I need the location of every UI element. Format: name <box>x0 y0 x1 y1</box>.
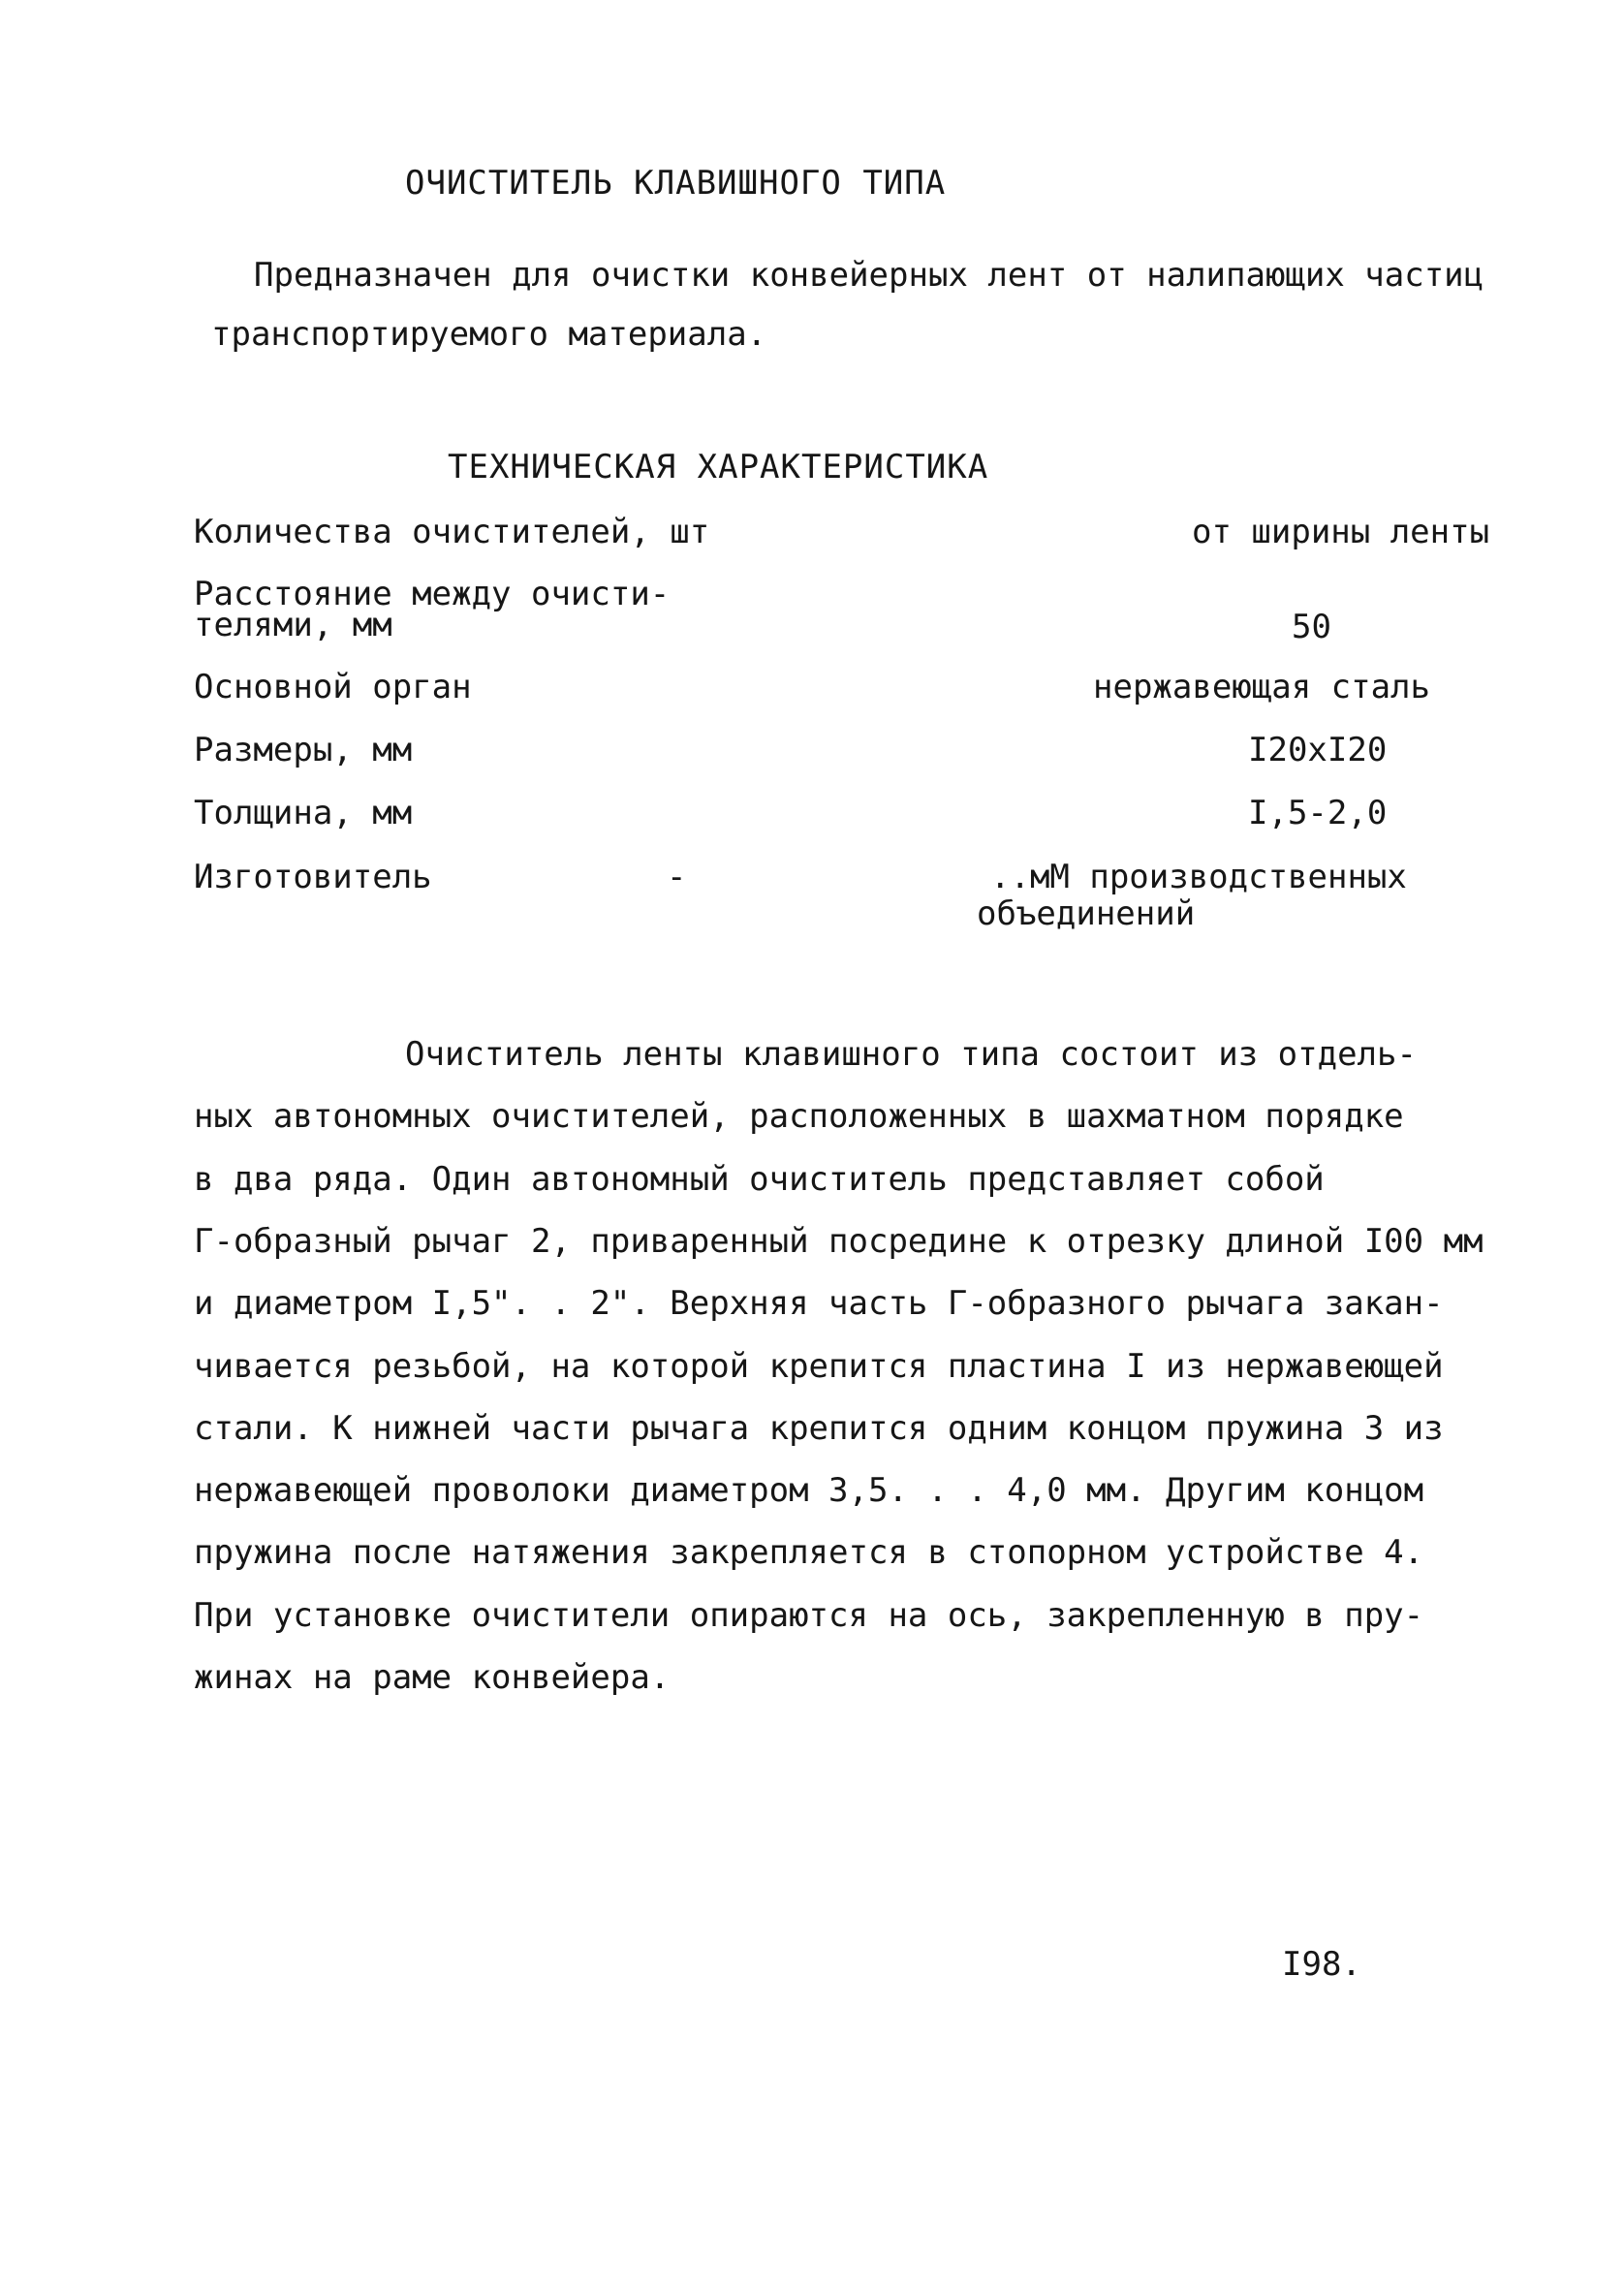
description-line: ных автономных очистителей, расположенных в шахматном порядке <box>194 1097 1404 1136</box>
spec-count-value: от ширины ленты <box>1192 513 1490 551</box>
spec-thickness-label: Толщина, мм <box>194 794 413 832</box>
description-line: Очиститель ленты клавишного типа состоит из отдель- <box>405 1035 1417 1074</box>
spec-distance-label-2: телями, мм <box>194 606 392 644</box>
spec-distance-value: 50 <box>1292 608 1331 646</box>
description-line: нержавеющей проволоки диаметром 3,5. . . 4,0 мм. Другим концом <box>194 1471 1424 1510</box>
intro-line-1: Предназначен для очистки конвейерных лент от налипающих частиц <box>254 256 1484 295</box>
spec-maker-value-2: объединений <box>977 894 1196 933</box>
intro-line-2: транспортируемого материала. <box>211 315 767 354</box>
description-line: Г-образный рычаг 2, приваренный посредине к отрезку длиной I00 мм <box>194 1222 1483 1261</box>
spec-distance-label-1: Расстояние между очисти- <box>194 575 671 613</box>
spec-thickness-value: I,5-2,0 <box>1248 794 1388 832</box>
description-line: и диаметром I,5". . 2". Верхняя часть Г-образного рычага закан- <box>194 1284 1444 1323</box>
description-line: в два ряда. Один автономный очиститель представляет собой <box>194 1160 1325 1199</box>
spec-count-label: Количества очистителей, шт <box>194 513 710 551</box>
spec-organ-value: нержавеющая сталь <box>1093 668 1430 706</box>
spec-size-value: I20xI20 <box>1248 731 1388 769</box>
spec-organ-label: Основной орган <box>194 668 472 706</box>
description-line: жинах на раме конвейера. <box>194 1658 671 1697</box>
spec-title: ТЕХНИЧЕСКАЯ ХАРАКТЕРИСТИКА <box>448 448 989 486</box>
spec-maker-value-1: ..мМ производственных <box>990 858 1407 896</box>
spec-maker-dash: - <box>667 858 687 896</box>
description-line: чивается резьбой, на которой крепится пластина I из нержавеющей <box>194 1347 1444 1386</box>
spec-maker-label: Изготовитель <box>194 858 432 896</box>
description-line: При установке очистители опираются на ось, закрепленную в пру- <box>194 1596 1424 1635</box>
description-line: стали. К нижней части рычага крепится одним концом пружина 3 из <box>194 1409 1444 1448</box>
spec-size-label: Размеры, мм <box>194 731 413 769</box>
document-title: ОЧИСТИТЕЛЬ КЛАВИШНОГО ТИПА <box>405 164 947 203</box>
page-number: I98. <box>1282 1945 1361 1984</box>
description-line: пружина после натяжения закрепляется в стопорном устройстве 4. <box>194 1533 1424 1572</box>
